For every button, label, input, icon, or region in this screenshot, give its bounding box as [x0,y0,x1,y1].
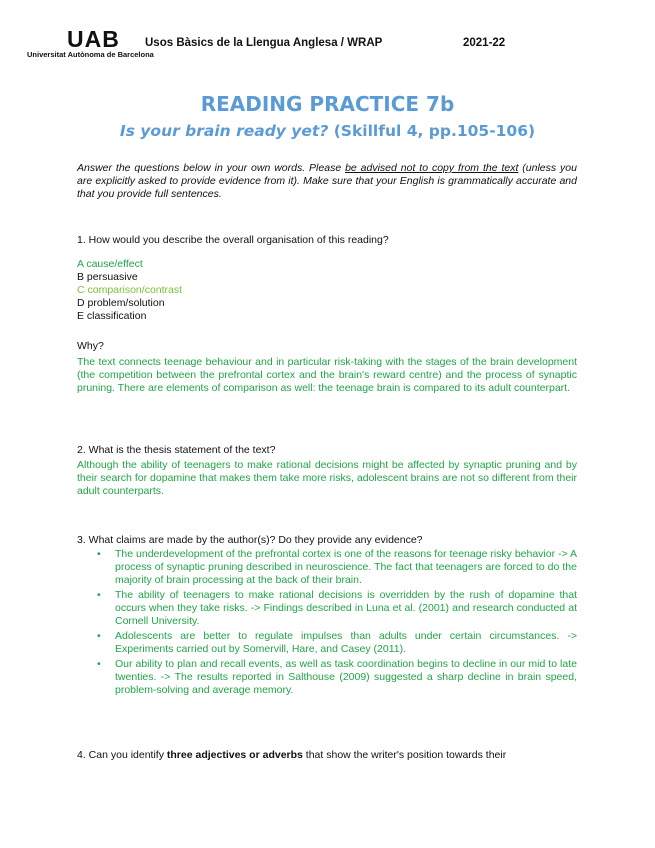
academic-year: 2021-22 [463,37,506,49]
option-e: E classification [77,310,147,322]
instructions-text-1: Answer the questions below in your own words. Please [77,162,346,174]
question-4-part-2: that show the writer's position towards their [302,749,507,761]
question-1 [77,234,577,247]
option-c: C comparison/contrast [77,284,183,296]
instructions-text-2: (unless you are explicitly asked to provide evidence from it). Make sure that your English is grammatically accurate and that you provide full sentences. [77,162,577,200]
claim-item [77,658,577,697]
claim-text: Adolescents are better to regulate impulses than adults under certain circumstances. -> Experiments carried out by Somervill, Hare, and Casey (2011). [115,630,577,655]
question-3-text: 3. What claims are made by the author(s)? Do they provide any evidence? [77,534,423,546]
bullet-icon: • [97,658,101,670]
claim-item [77,630,577,656]
question-4-bold: three adjectives or adverbs [166,749,303,761]
option-a: A cause/effect [77,258,143,270]
question-1-options [77,258,577,323]
page-title: READING PRACTICE 7b [200,92,455,116]
page-header [0,28,655,68]
bullet-icon: • [97,589,101,601]
question-1-text: 1. How would you describe the overall organisation of this reading? [77,234,389,246]
bullet-icon: • [97,630,101,642]
question-1-answer: The text connects teenage behaviour and in particular risk-taking with the stages of the brain development (the competition between the prefrontal cortex and the brain's reward centre) and the process of synaptic pruning. There are elements of comparison as well: the teenage brain is compared to its adult counterpart. [77,356,577,394]
subtitle-italic: Is your brain ready yet? [119,122,329,140]
claim-item [77,548,577,587]
instructions-underlined: be advised not to copy from the text [345,162,519,174]
claim-item [77,589,577,628]
question-2-answer: Although the ability of teenagers to make rational decisions might be affected by synaptic pruning and by their search for dopamine that makes them take more risks, adolescent brains are not so different from their adult counterparts. [77,459,577,497]
why-label: Why? [77,340,104,352]
subtitle-source: (Skillful 4, pp.105-106) [328,122,536,140]
question-4-part-1: 4. Can you identify [77,749,167,761]
page-subtitle [0,122,655,140]
logo-mark: UAB [67,26,120,52]
instructions [77,162,577,201]
option-b: B persuasive [77,271,138,283]
claim-text: The underdevelopment of the prefrontal cortex is one of the reasons for teenage risky behavior -> A process of synaptic pruning described in neuroscience. The fact that teenagers are forced to do the majority of brain processing at the back of their brain. [115,548,577,586]
course-name: Usos Bàsics de la Llengua Anglesa / WRAP [145,37,383,49]
claim-text: Our ability to plan and recall events, as well as task coordination begins to decline in our mid to late twenties. -> The results reported in Salthouse (2009) suggested a sharp decline in brain speed, problem-solving and average memory. [115,658,577,696]
question-3-claims [77,548,577,699]
bullet-icon: • [97,548,101,560]
question-4-text [77,749,577,762]
claim-text: The ability of teenagers to make rational decisions is overridden by the rush of dopamine that occurs when they take risks. -> Findings described in Luna et al. (2001) and research conducted at Cornell University. [115,589,577,627]
question-2-text: 2. What is the thesis statement of the text? [77,444,276,456]
university-name: Universitat Autònoma de Barcelona [27,50,154,59]
option-d: D problem/solution [77,297,165,309]
